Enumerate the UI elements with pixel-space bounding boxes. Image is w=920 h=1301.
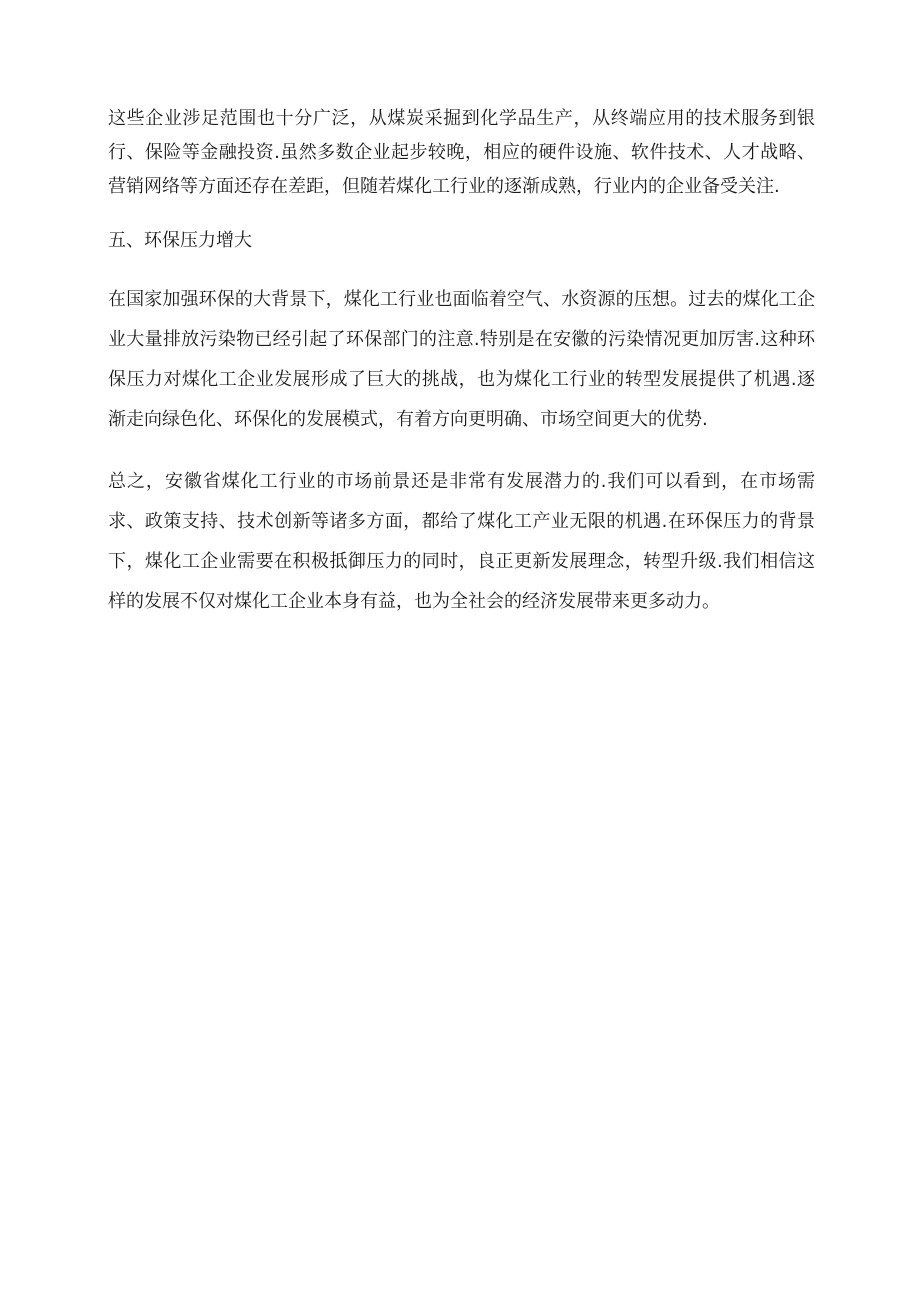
paragraph-enterprise-scope: 这些企业涉足范围也十分广泛，从煤炭采掘到化学品生产，从终端应用的技术服务到银行、保险等金融投资.虽然多数企业起步较晚，相应的硬件设施、软件技术、人才战略、营销网络等方面还存在差距，但随若煤化工行业的逐渐成熟，行业内的企业备受关注. [108,108,815,197]
paragraph-environmental-pressure: 在国家加强环保的大背景下，煤化工行业也面临着空气、水资源的压想。过去的煤化工企业大量排放污染物已经引起了环保部门的注意.特别是在安徽的污染情况更加厉害.这种环保压力对煤化工企业发展形成了巨大的挑战，也为煤化工行业的转型发展提供了机遇.逐渐走向绿色化、环保化的发展模式，有着方向更明确、市场空间更大的优势. [108,289,815,430]
section-heading-environmental-pressure: 五、环保压力增大 [108,230,252,251]
paragraph-conclusion: 总之，安徽省煤化工行业的市场前景还是非常有发展潜力的.我们可以看到，在市场需求、政策支持、技术创新等诸多方面，都给了煤化工产业无限的机遇.在环保压力的背景下，煤化工企业需要在积极抵御压力的同时，良正更新发展理念，转型升级.我们相信这样的发展不仅对煤化工企业本身有益，也为全社会的经济发展带来更多动力。 [108,471,815,612]
document-body [108,102,815,622]
